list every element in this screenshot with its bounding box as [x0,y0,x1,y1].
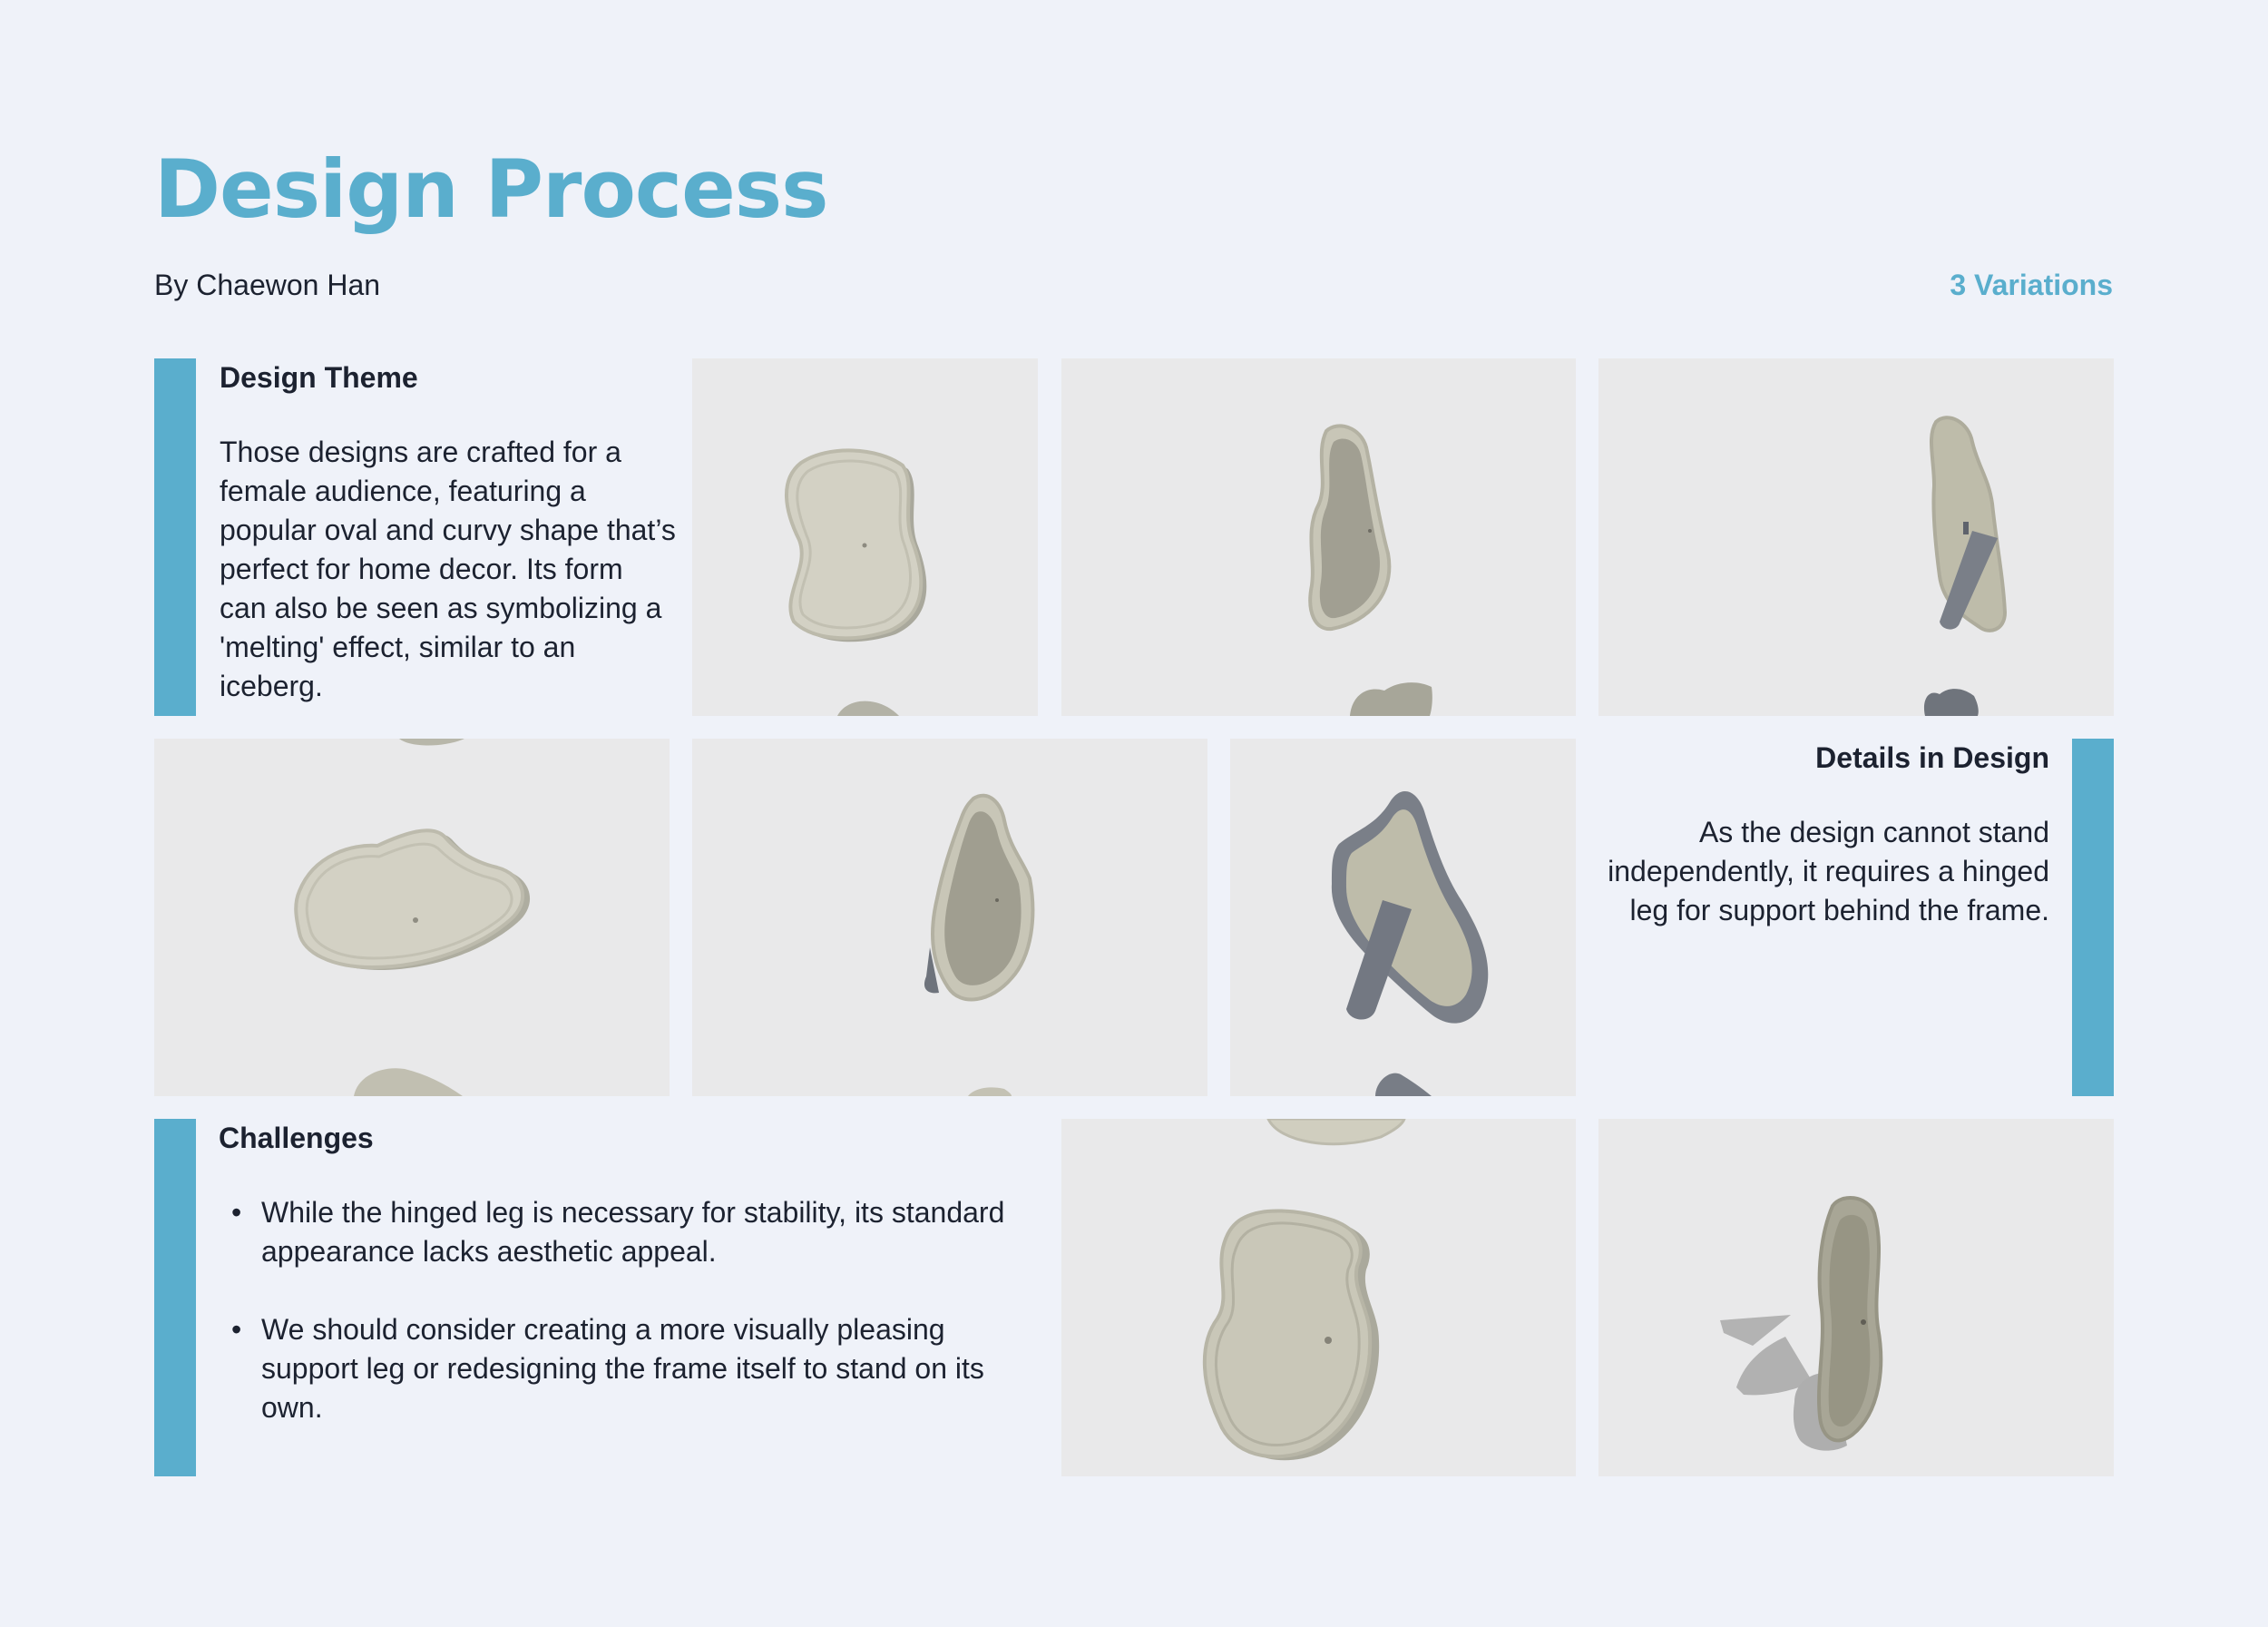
render-tile-2 [1061,358,1576,716]
frame-render-side [692,739,1207,1096]
design-theme-text: Those designs are crafted for a female audience, featuring a popular oval and curvy shape that’s perfect for home decor. Its form can also be seen as symbolizing a 'melting' effect, similar to an iceberg. [220,436,676,702]
render-tile-6 [1230,739,1576,1096]
author-byline: By Chaewon Han [154,269,381,301]
frame-render-back-leg [1230,739,1576,1096]
render-tile-4 [154,739,670,1096]
frame-render-angle [1061,358,1576,716]
challenge-item: • While the hinged leg is necessary for stability, its standard appearance lacks aesthetic appeal. [219,1193,1035,1271]
render-tile-5 [692,739,1207,1096]
challenge-item: • We should consider creating a more visually pleasing support leg or redesigning the frame itself to stand on its own. [219,1310,1035,1427]
challenges-accent-bar [154,1119,196,1476]
variations-count: 3 Variations [1950,269,2113,301]
render-tile-7 [1061,1119,1576,1476]
theme-accent-bar [154,358,196,716]
details-panel [1598,741,2049,930]
details-accent-bar [2072,739,2114,1096]
frame-render-back [1598,358,2114,716]
render-tile-3 [1598,358,2114,716]
challenges-panel [219,1122,1035,1466]
frame-render-shadow [1598,1119,2114,1476]
challenges-list [219,1193,1035,1427]
frame-render-tall [1061,1119,1576,1476]
challenges-heading: Challenges [219,1122,374,1154]
design-theme-heading: Design Theme [220,361,418,394]
render-tile-8 [1598,1119,2114,1476]
design-theme-panel [220,361,678,706]
details-heading: Details in Design [1815,741,2049,774]
frame-render-flat [154,739,670,1096]
frame-render-front [692,358,1038,716]
page-title: Design Process [154,142,828,236]
render-tile-1 [692,358,1038,716]
details-text: As the design cannot stand independently, it requires a hinged leg for support behind the frame. [1608,816,2049,926]
